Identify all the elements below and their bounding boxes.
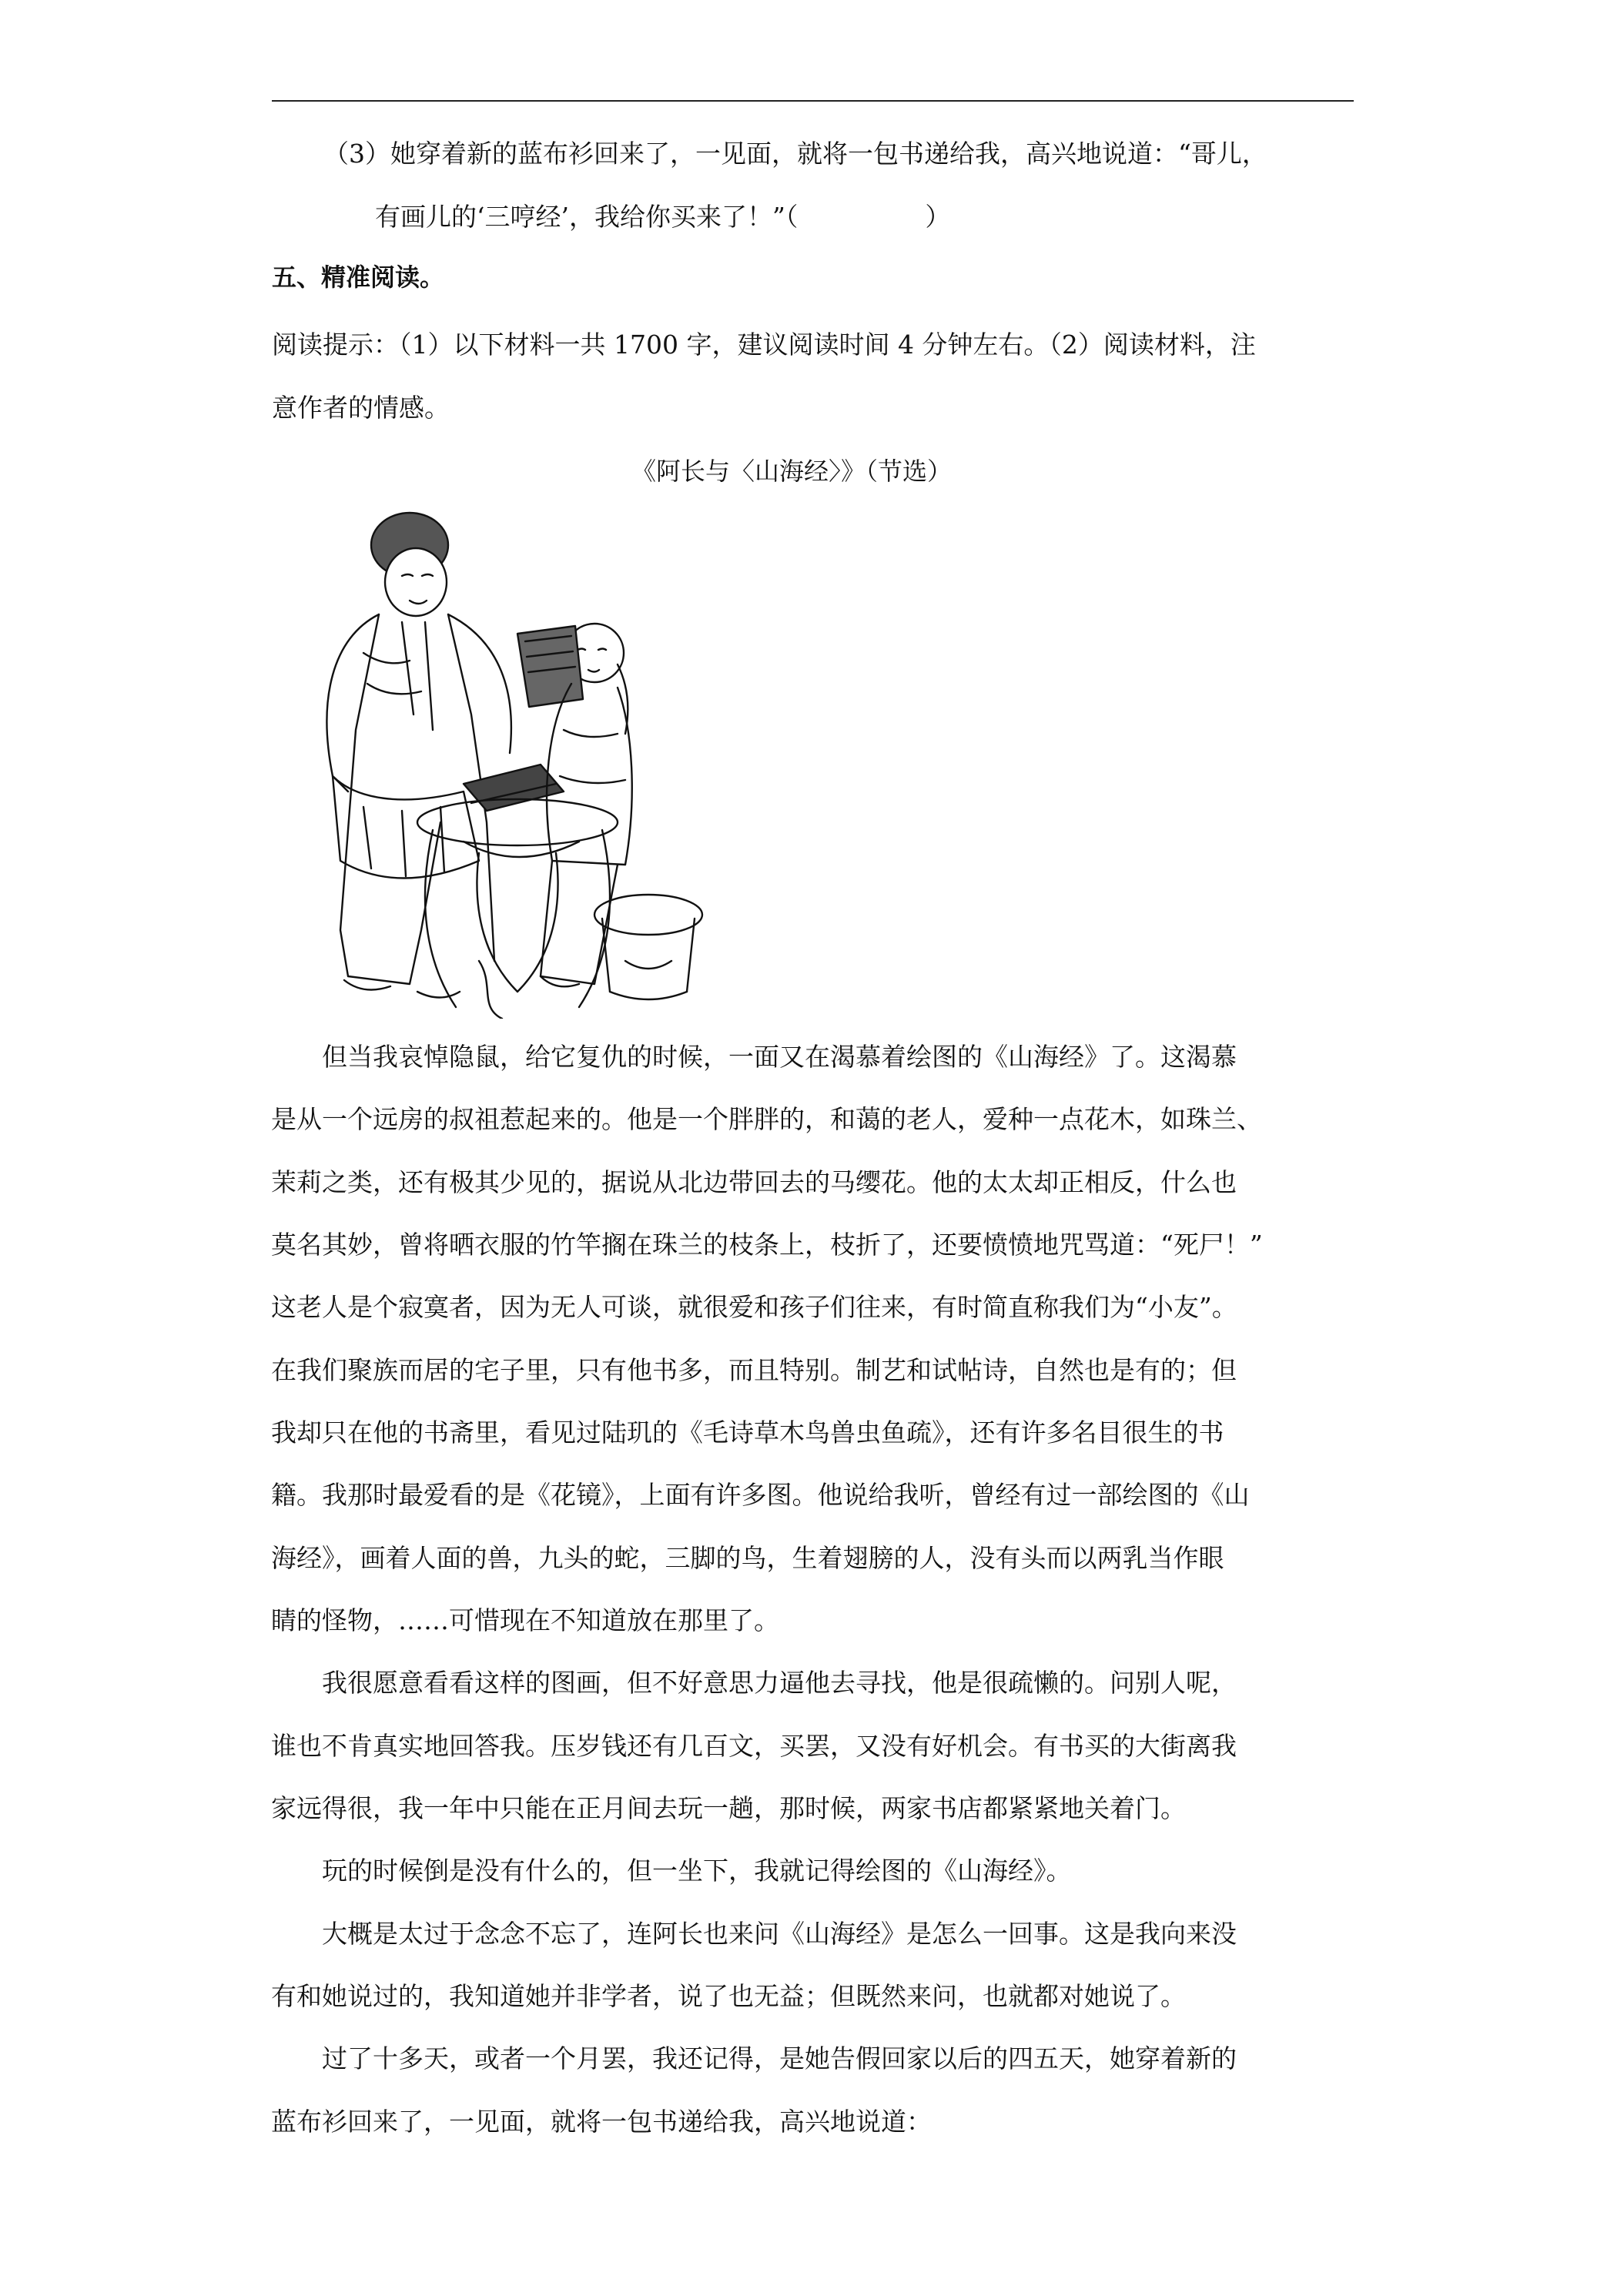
article-line: 但当我哀悼隐鼠，给它复仇的时候，一面又在渴慕着绘图的《山海经》了。这渴慕 xyxy=(271,1042,1237,1072)
article-line: 睛的怪物，……可惜现在不知道放在那里了。 xyxy=(271,1605,779,1635)
article-line: 过了十多天，或者一个月罢，我还记得，是她告假回家以后的四五天，她穿着新的 xyxy=(271,2043,1237,2073)
article-title: 《阿长与〈山海经〉》（节选） xyxy=(631,457,953,486)
article-line: 我却只在他的书斋里，看见过陆玑的《毛诗草木鸟兽虫鱼疏》，还有许多名目很生的书 xyxy=(271,1417,1224,1448)
article-line: 蓝布衫回来了，一见面，就将一包书递给我，高兴地说道： xyxy=(271,2107,932,2137)
article-line: 海经》，画着人面的兽，九头的蛇，三脚的鸟，生着翅膀的人，没有头而以两乳当作眼 xyxy=(271,1543,1224,1573)
woman-and-boy-with-book-illustration xyxy=(286,499,718,1019)
article-line: 我很愿意看看这样的图画，但不好意思力逼他去寻找，他是很疏懒的。问别人呢， xyxy=(271,1668,1237,1698)
article-line: 是从一个远房的叔祖惹起来的。他是一个胖胖的，和蔼的老人，爱种一点花木，如珠兰、 xyxy=(271,1104,1262,1134)
reading-hint-line-2: 意作者的情感。 xyxy=(272,393,450,423)
article-line: 有和她说过的，我知道她并非学者，说了也无益；但既然来问，也就都对她说了。 xyxy=(271,1981,1186,2011)
question-3-line-1: （3）她穿着新的蓝布衫回来了，一见面，就将一包书递给我，高兴地说道：“哥儿， xyxy=(323,139,1267,169)
article-line: 茉莉之类，还有极其少见的，据说从北边带回去的马缨花。他的太太却正相反，什么也 xyxy=(271,1167,1237,1197)
article-line: 大概是太过于念念不忘了，连阿长也来问《山海经》是怎么一回事。这是我向来没 xyxy=(271,1919,1237,1949)
article-line: 籍。我那时最爱看的是《花镜》，上面有许多图。他说给我听，曾经有过一部绘图的《山 xyxy=(271,1480,1250,1510)
article-line: 家远得很，我一年中只能在正月间去玩一趟，那时候，两家书店都紧紧地关着门。 xyxy=(271,1793,1186,1823)
article-line: 在我们聚族而居的宅子里，只有他书多，而且特别。制艺和试帖诗，自然也是有的；但 xyxy=(271,1355,1237,1385)
reading-hint-line-1: 阅读提示：（1）以下材料一共 1700 字，建议阅读时间 4 分钟左右。（2）阅读材料，注 xyxy=(272,330,1256,360)
header-rule xyxy=(272,100,1354,102)
article-line: 玩的时候倒是没有什么的，但一坐下，我就记得绘图的《山海经》。 xyxy=(271,1856,1072,1886)
article-line: 莫名其妙，曾将晒衣服的竹竿搁在珠兰的枝条上，枝折了，还要愤愤地咒骂道：“死尸！” xyxy=(271,1230,1263,1260)
article-line: 这老人是个寂寞者，因为无人可谈，就很爱和孩子们往来，有时简直称我们为“小友”。 xyxy=(271,1292,1237,1322)
question-3-line-2: 有画儿的‘三哼经’，我给你买来了！”（ ） xyxy=(375,202,951,232)
section-five-heading: 五、精准阅读。 xyxy=(272,263,445,292)
article-line: 谁也不肯真实地回答我。压岁钱还有几百文，买罢，又没有好机会。有书买的大街离我 xyxy=(271,1731,1237,1761)
